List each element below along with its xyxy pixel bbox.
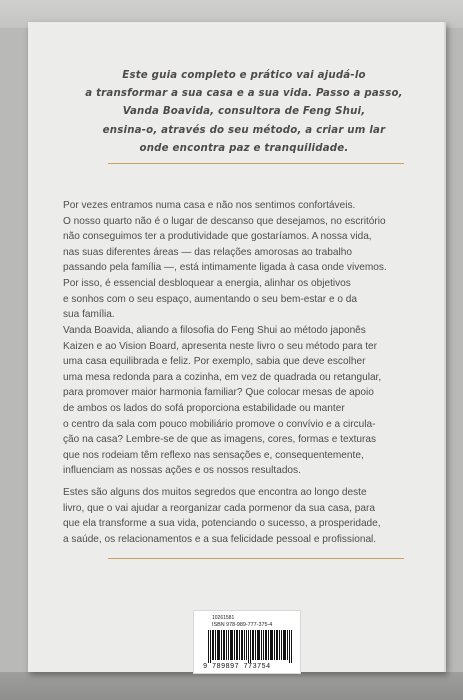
internal-code: 10261581 [212,615,235,621]
text-line: uma casa equilibrada e feliz. Por exemplo, sabia que deve escolher [63,356,366,368]
paragraph-1 [63,198,413,323]
book-back-cover [28,22,446,672]
paragraph-2 [63,323,413,479]
text-line: Kaizen e ao Vision Board, apresenta neste livro o seu método para ter [63,340,378,352]
text-line: de ambos os lados do sofá proporciona estabilidade ou manter [63,402,345,414]
intro-blurb [68,67,420,158]
text-line: O nosso quarto não é o lugar de descanso que desejamos, no escritório [63,215,386,227]
divider-top [108,163,404,164]
divider-bottom [108,558,404,559]
text-line: Vanda Boavida, aliando a filosofia do Feng Shui ao método japonês [63,325,366,336]
text-line: uma mesa redonda para a cozinha, em vez de quadrada ou retangular, [63,371,382,383]
text-line: que ela transforme a sua vida, potenciando o sucesso, a prosperidade, [63,518,381,530]
text-line: livro, que o vai ajudar a reorganizar cada pormenor da sua casa, para [63,502,375,514]
intro-line: Este guia completo e prático vai ajudá-lo [122,70,366,81]
text-line: Estes são alguns dos muitos segredos que encontra ao longo deste [63,487,367,498]
paragraph-3 [63,485,413,547]
text-line: a saúde, os relacionamentos e a sua felicidade pessoal e profissional. [63,533,377,545]
barcode-icon [208,630,292,663]
text-line: que nos rodeiam têm reflexo nas sensações e, consequentemente, [63,449,364,461]
text-line: passando pela família —, está intimamente ligada à casa onde vivemos. [63,262,387,274]
intro-line: Vanda Boavida, consultora de Feng Shui, [122,106,366,118]
text-line: Por isso, é essencial desbloquear a energia, alinhar os objetivos [63,277,351,289]
ean-digits: 9 789897 773754 [203,663,271,671]
backdrop-surface [0,672,463,700]
text-line: influenciam as nossas ações e os nossos resultados. [63,465,301,477]
text-line: sua família. [63,309,115,321]
text-line: ção na casa? Lembre-se de que as imagens, cores, formas e texturas [63,434,377,446]
text-line: para promover maior harmonia familiar? Que colocar mesas de apoio [63,387,374,399]
text-line: nas suas diferentes áreas — das relações amorosas ao trabalho [63,246,352,258]
text-line: e sonhos com o seu espaço, aumentando o seu bem-estar e o da [63,293,358,305]
intro-line: ensina-o, através do seu método, a criar um lar [102,124,386,136]
text-line: Por vezes entramos numa casa e não nos sentimos confortáveis. [63,200,356,211]
text-line: não conseguimos ter a produtividade que gostaríamos. A nossa vida, [63,231,372,243]
barcode-label [193,610,301,674]
text-line: o centro da sala com pouco mobiliário promove o convívio e a circula- [63,418,376,430]
intro-line: onde encontra paz e tranquilidade. [139,142,349,154]
intro-line: a transformar a sua casa e a sua vida. Passo a passo, [85,88,403,100]
isbn-number: ISBN 978-989-777-375-4 [212,622,273,628]
